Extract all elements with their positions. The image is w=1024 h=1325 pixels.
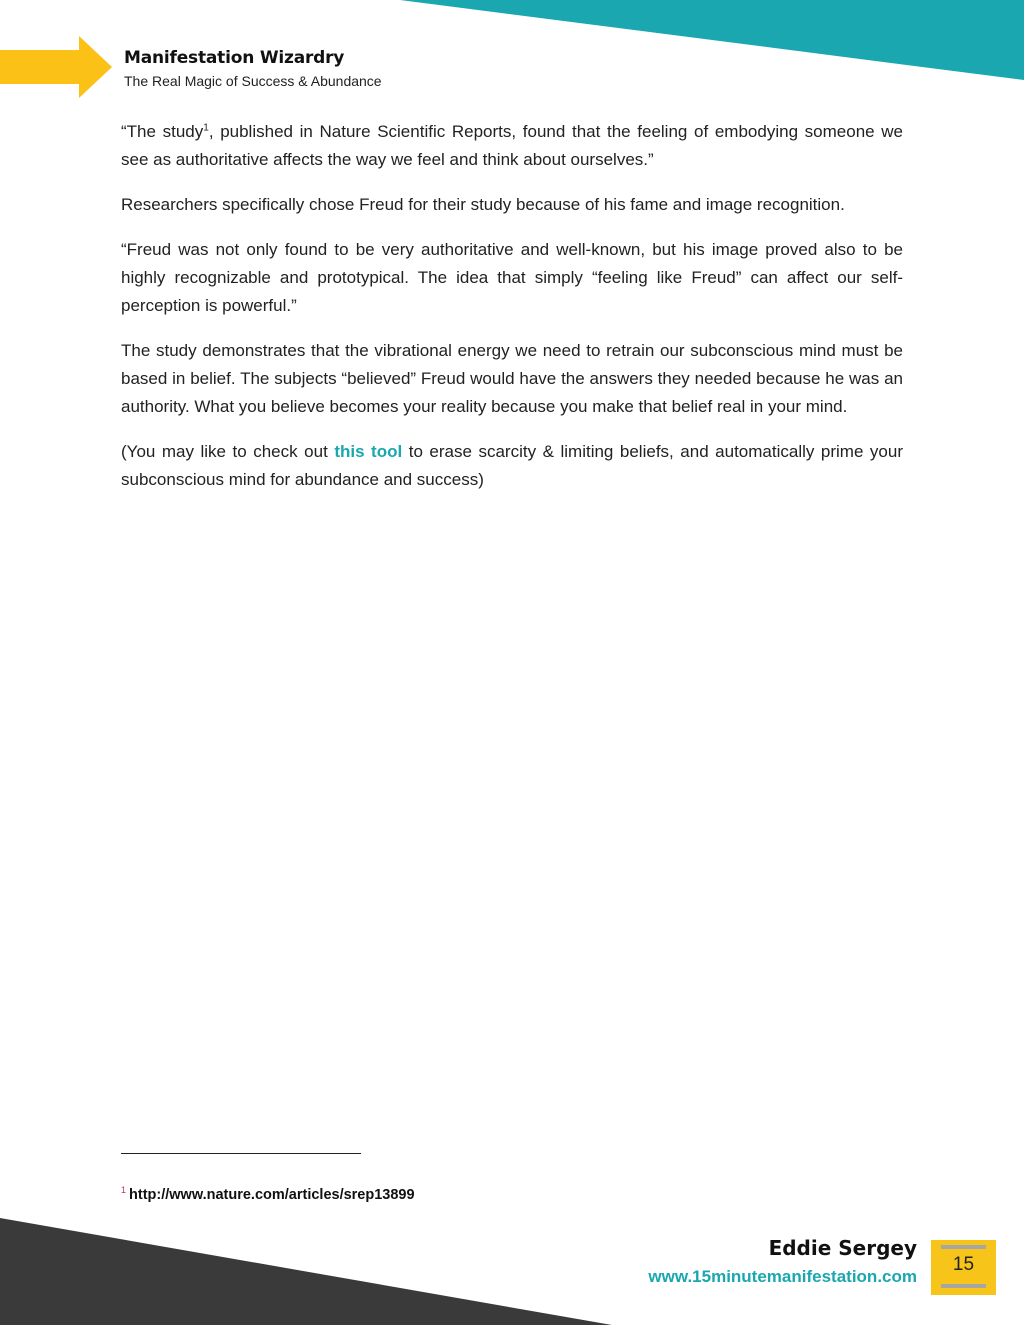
paragraph-3: “Freud was not only found to be very authoritative and well-known, but his image proved also to be highly recognizable and prototypical. The idea that simply “feeling like Freud” can affect our self-perception is powerful.” <box>121 240 903 315</box>
teal-corner-band <box>400 0 1024 80</box>
paragraph-4: The study demonstrates that the vibrational energy we need to retrain our subconscious mind must be based in belief. The subjects “believed” Freud would have the answers they needed because he was an authority. What you believe becomes your reality because you make that belief real in your mind. <box>121 341 903 416</box>
page-box-bottom-bar <box>941 1284 986 1288</box>
footnote-marker: 1 <box>121 1185 127 1195</box>
page-number: 15 <box>952 1254 975 1275</box>
footnote <box>121 1185 415 1203</box>
p5-after: to erase scarcity & limiting beliefs, and automatically prime your subconscious mind for abundance and success) <box>121 442 903 489</box>
p1-open: “The study <box>121 122 204 141</box>
this-tool-link[interactable]: this tool <box>334 442 403 461</box>
footnote-divider <box>121 1153 361 1154</box>
footnote-ref[interactable]: 1 <box>203 122 209 134</box>
paragraph-1 <box>121 118 903 174</box>
header-title: Manifestation Wizardry <box>124 48 345 68</box>
p1-rest: , published in Nature Scientific Reports, found that the feeling of embodying someone we see as authoritative affects the way we feel and think about ourselves.” <box>121 122 903 169</box>
author-name: Eddie Sergey <box>768 1236 917 1260</box>
website-link[interactable]: www.15minutemanifestation.com <box>648 1267 917 1286</box>
page-box-top-bar <box>941 1245 986 1249</box>
page-number-box <box>931 1240 996 1295</box>
page-content <box>121 118 903 511</box>
paragraph-2: Researchers specifically chose Freud for their study because of his fame and image recognition. <box>121 195 845 214</box>
footnote-url[interactable]: http://www.nature.com/articles/srep13899 <box>129 1186 415 1203</box>
paragraph-5 <box>121 438 903 494</box>
p5-before: (You may like to check out <box>121 442 335 461</box>
arrow-icon <box>0 36 112 98</box>
dark-corner-band <box>0 1218 612 1325</box>
header-subtitle: The Real Magic of Success & Abundance <box>124 73 382 89</box>
